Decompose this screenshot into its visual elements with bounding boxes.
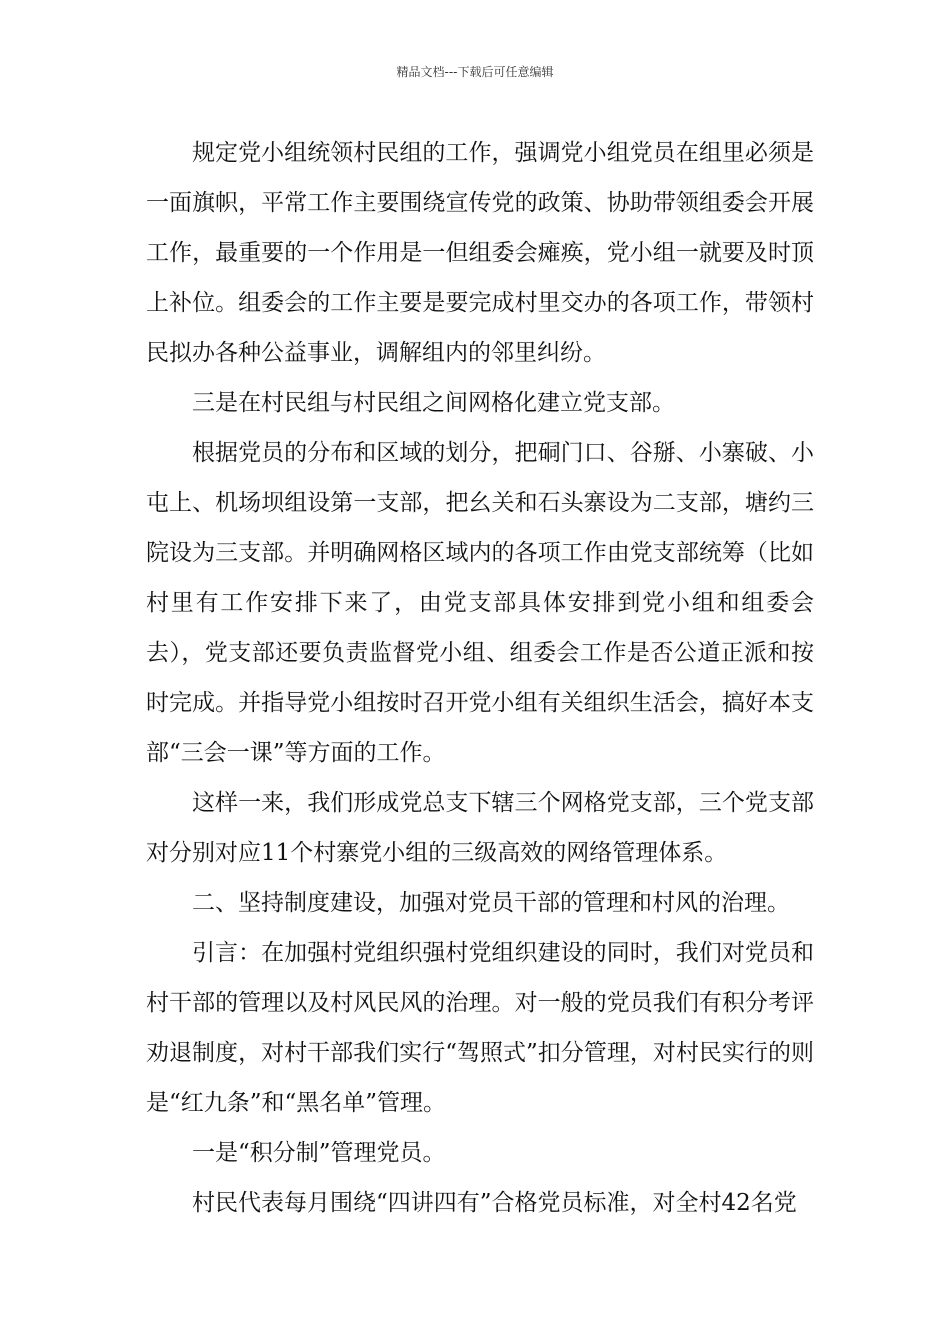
paragraph-1: 规定党小组统领村民组的工作，强调党小组党员在组里必须是一面旗帜，平常工作主要围绕宣传党的政策、协助带领组委会开展工作，最重要的一个作用是一但组委会瘫痪，党小组一就要及时顶上补位。组委会的工作主要是要完成村里交办的各项工作，带领村民拟办各种公益事业，调解组内的邻里纠纷。 bbox=[146, 140, 814, 366]
paragraph-3: 根据党员的分布和区域的划分，把硐门口、谷掰、小寨破、小屯上、机场坝组设第一支部，把幺关和石头寨设为二支部，塘约三院设为三支部。并明确网格区域内的各项工作由党支部统筹（比如村里有工作安排下来了，由党支部具体安排到党小组和组委会去），党支部还要负责监督党小组、组委会工作是否公道正派和按时完成。并指导党小组按时召开党小组有关组织生活会，搞好本支部“三会一课”等方面的工作。 bbox=[146, 440, 814, 766]
paragraph-8: 村民代表每月围绕“四讲四有”合格党员标准，对全村42名党 bbox=[192, 1190, 797, 1216]
paragraph-6: 引言：在加强村党组织强村党组织建设的同时，我们对党员和村干部的管理以及村风民风的治理。对一般的党员我们有积分考评劝退制度，对村干部我们实行“驾照式”扣分管理，对村民实行的则是“红九条”和“黑名单”管理。 bbox=[146, 940, 814, 1116]
document-body bbox=[146, 128, 814, 1228]
paragraph-5: 二、坚持制度建设，加强对党员干部的管理和村风的治理。 bbox=[192, 890, 790, 916]
paragraph-2: 三是在村民组与村民组之间网格化建立党支部。 bbox=[192, 390, 675, 416]
paragraph-4: 这样一来，我们形成党总支下辖三个网格党支部，三个党支部对分别对应11个村寨党小组的三级高效的网络管理体系。 bbox=[146, 790, 814, 866]
paragraph-7: 一是“积分制”管理党员。 bbox=[192, 1140, 446, 1166]
page-header: 精品文档---下载后可任意编辑 bbox=[396, 65, 554, 79]
